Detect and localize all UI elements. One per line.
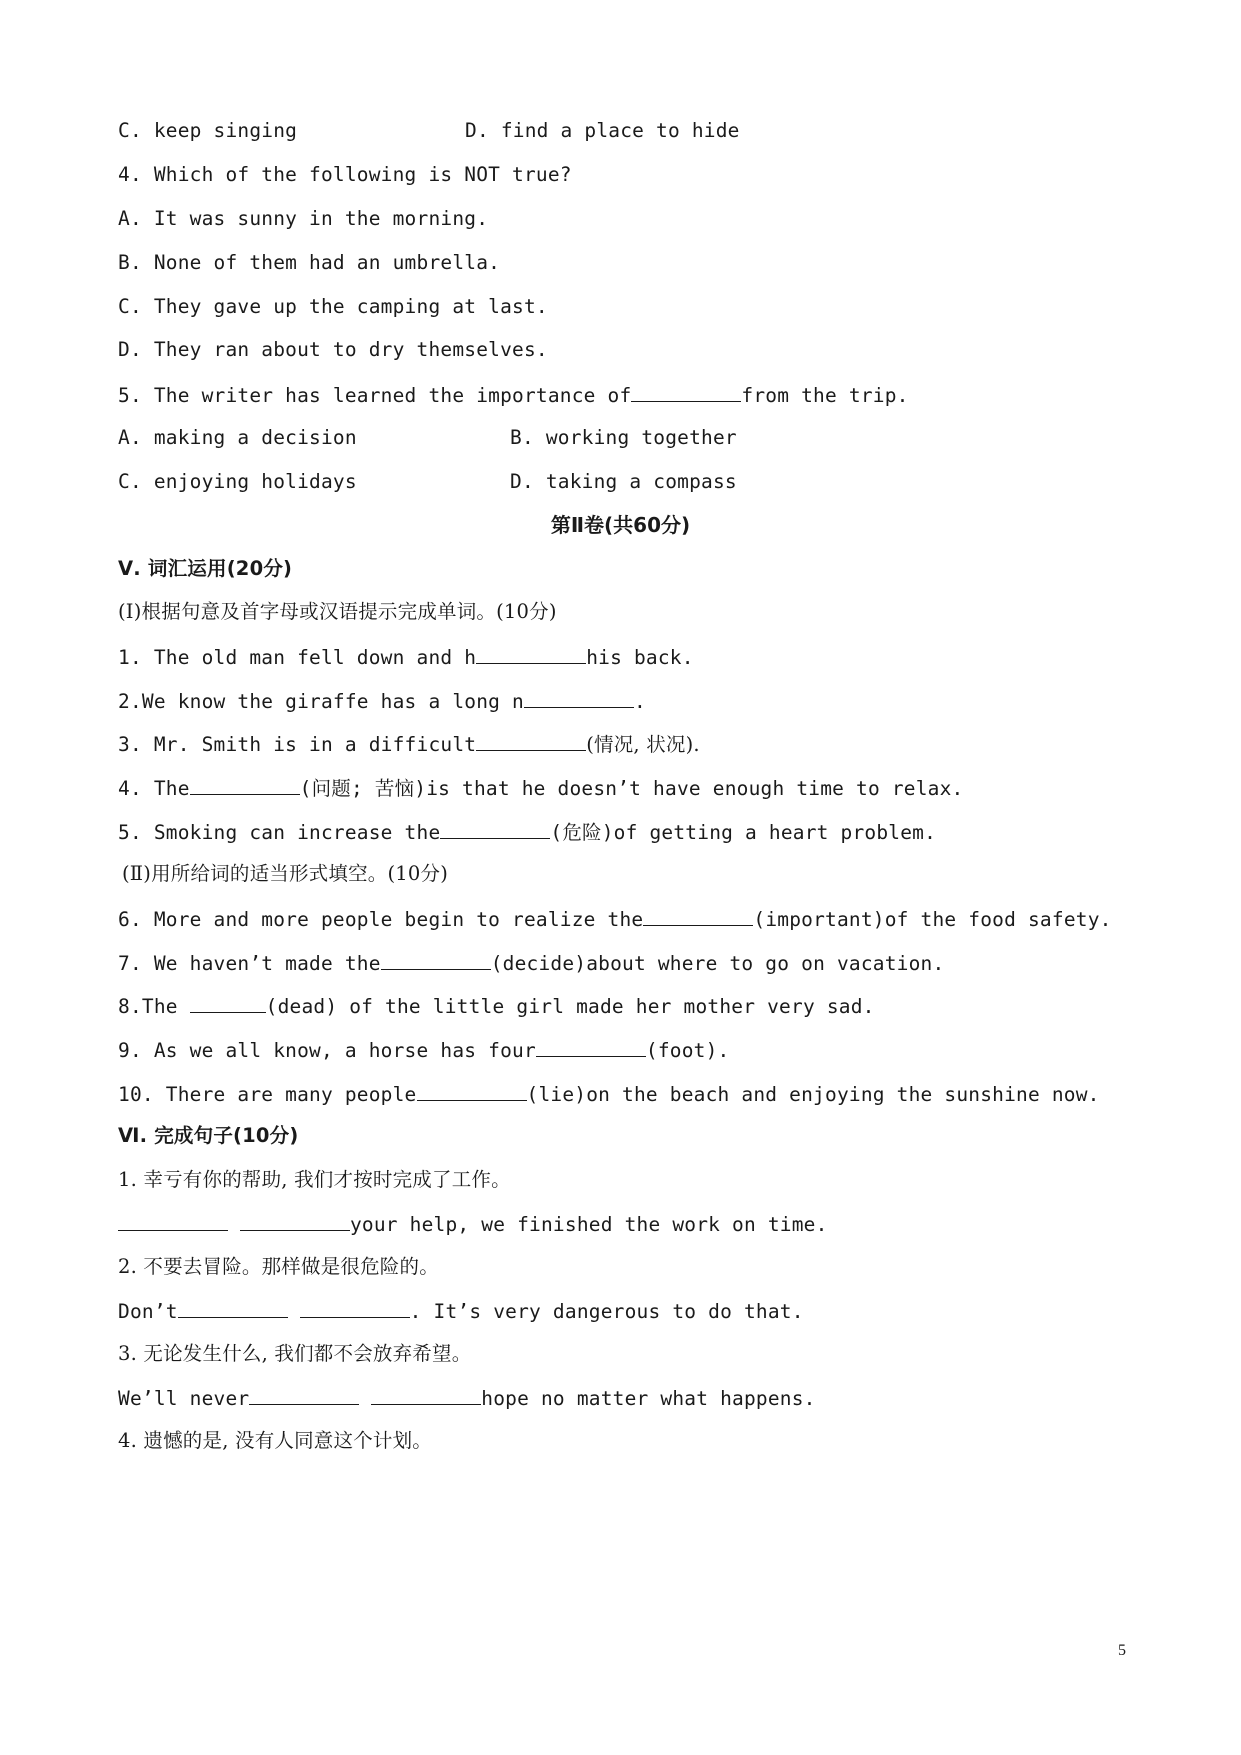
sentence-1-english — [118, 1210, 828, 1238]
sentence-text: your help, we finished the work on time. — [349, 1213, 828, 1236]
vocab-item-8 — [118, 992, 875, 1020]
page-number: 5 — [1118, 1642, 1126, 1659]
answer-blank — [536, 1036, 646, 1057]
answer-blank — [631, 381, 741, 402]
q4-option-d: D. They ran about to dry themselves. — [118, 338, 548, 361]
answer-blank — [178, 1297, 288, 1318]
item-text-post: his back. — [586, 646, 694, 669]
answer-blank — [476, 643, 586, 664]
section5-sub1: (Ⅰ)根据句意及首字母或汉语提示完成单词。(10分) — [118, 600, 557, 623]
vocab-item-3 — [118, 730, 700, 758]
vocab-item-5 — [118, 818, 936, 846]
answer-blank — [371, 1384, 481, 1405]
vocab-item-9 — [118, 1036, 730, 1064]
q4-option-a: A. It was sunny in the morning. — [118, 207, 489, 230]
sentence-2-english — [118, 1297, 804, 1325]
sentence-2-chinese: 2. 不要去冒险。那样做是很危险的。 — [118, 1255, 439, 1278]
section5-sub2: (Ⅱ)用所给词的适当形式填空。(10分) — [122, 862, 448, 885]
answer-blank — [476, 730, 586, 751]
q4-option-c: C. They gave up the camping at last. — [118, 295, 548, 318]
answer-blank — [190, 992, 266, 1013]
item-text-pre: 1. The old man fell down and h — [118, 646, 477, 669]
q5-stem-pre: 5. The writer has learned the importance of — [118, 384, 632, 407]
answer-blank — [190, 774, 300, 795]
item-text-pre: 10. There are many people — [118, 1083, 417, 1106]
item-text-post: (dead) of the little girl made her mother very sad. — [265, 995, 875, 1018]
q3-option-d: D. find a place to hide — [465, 119, 740, 142]
sentence-1-chinese: 1. 幸亏有你的帮助, 我们才按时完成了工作。 — [118, 1168, 511, 1191]
sentence-3-english — [118, 1384, 816, 1412]
item-text-post: (问题; 苦恼)is that he doesn’t have enough time to relax. — [299, 777, 964, 800]
sentence-text-pre: Don’t — [118, 1300, 178, 1323]
item-text-pre: 2.We know the giraffe has a long n — [118, 690, 524, 713]
answer-blank — [381, 949, 491, 970]
q5-option-c: C. enjoying holidays — [118, 470, 357, 493]
item-text-post: (decide)about where to go on vacation. — [490, 952, 945, 975]
answer-blank — [300, 1297, 410, 1318]
item-text-pre: 4. The — [118, 777, 190, 800]
item-text-pre: 9. As we all know, a horse has four — [118, 1039, 536, 1062]
vocab-item-7 — [118, 949, 944, 977]
vocab-item-4 — [118, 774, 964, 802]
item-text-post: (important)of the food safety. — [753, 908, 1112, 931]
q5-option-b: B. working together — [510, 426, 737, 449]
sentence-text-post: . It’s very dangerous to do that. — [409, 1300, 804, 1323]
item-text-post: (危险)of getting a heart problem. — [550, 821, 937, 844]
vocab-item-10 — [118, 1080, 1100, 1108]
item-text-pre: 6. More and more people begin to realize the — [118, 908, 644, 931]
q5-option-d: D. taking a compass — [510, 470, 737, 493]
q5-stem-post: from the trip. — [741, 384, 909, 407]
vocab-item-1 — [118, 643, 694, 671]
answer-blank — [240, 1210, 350, 1231]
item-text-pre: 5. Smoking can increase the — [118, 821, 441, 844]
q3-option-c: C. keep singing — [118, 119, 298, 142]
answer-blank — [417, 1080, 527, 1101]
section5-title: Ⅴ. 词汇运用(20分) — [118, 557, 293, 580]
item-text-post: (foot). — [645, 1039, 730, 1062]
part2-title: 第Ⅱ卷(共60分) — [550, 513, 691, 537]
q5-stem — [118, 381, 909, 409]
item-text-pre: 3. Mr. Smith is in a difficult — [118, 733, 477, 756]
sentence-4-chinese: 4. 遗憾的是, 没有人同意这个计划。 — [118, 1429, 433, 1452]
item-text-post: (情况, 状况). — [586, 733, 700, 756]
q4-stem: 4. Which of the following is NOT true? — [118, 163, 572, 186]
vocab-item-6 — [118, 905, 1112, 933]
vocab-item-2 — [118, 687, 646, 715]
sentence-3-chinese: 3. 无论发生什么, 我们都不会放弃希望。 — [118, 1342, 472, 1365]
answer-blank — [440, 818, 550, 839]
item-text-post: (lie)on the beach and enjoying the sunshine now. — [526, 1083, 1100, 1106]
answer-blank — [643, 905, 753, 926]
item-text-post: . — [633, 690, 646, 713]
sentence-text-pre: We’ll never — [118, 1387, 250, 1410]
item-text-pre: 8.The — [118, 995, 190, 1018]
q5-option-a: A. making a decision — [118, 426, 357, 449]
item-text-pre: 7. We haven’t made the — [118, 952, 381, 975]
answer-blank — [249, 1384, 359, 1405]
section6-title: Ⅵ. 完成句子(10分) — [118, 1124, 299, 1147]
answer-blank — [118, 1210, 228, 1231]
sentence-text-post: hope no matter what happens. — [481, 1387, 816, 1410]
q4-option-b: B. None of them had an umbrella. — [118, 251, 501, 274]
answer-blank — [524, 687, 634, 708]
